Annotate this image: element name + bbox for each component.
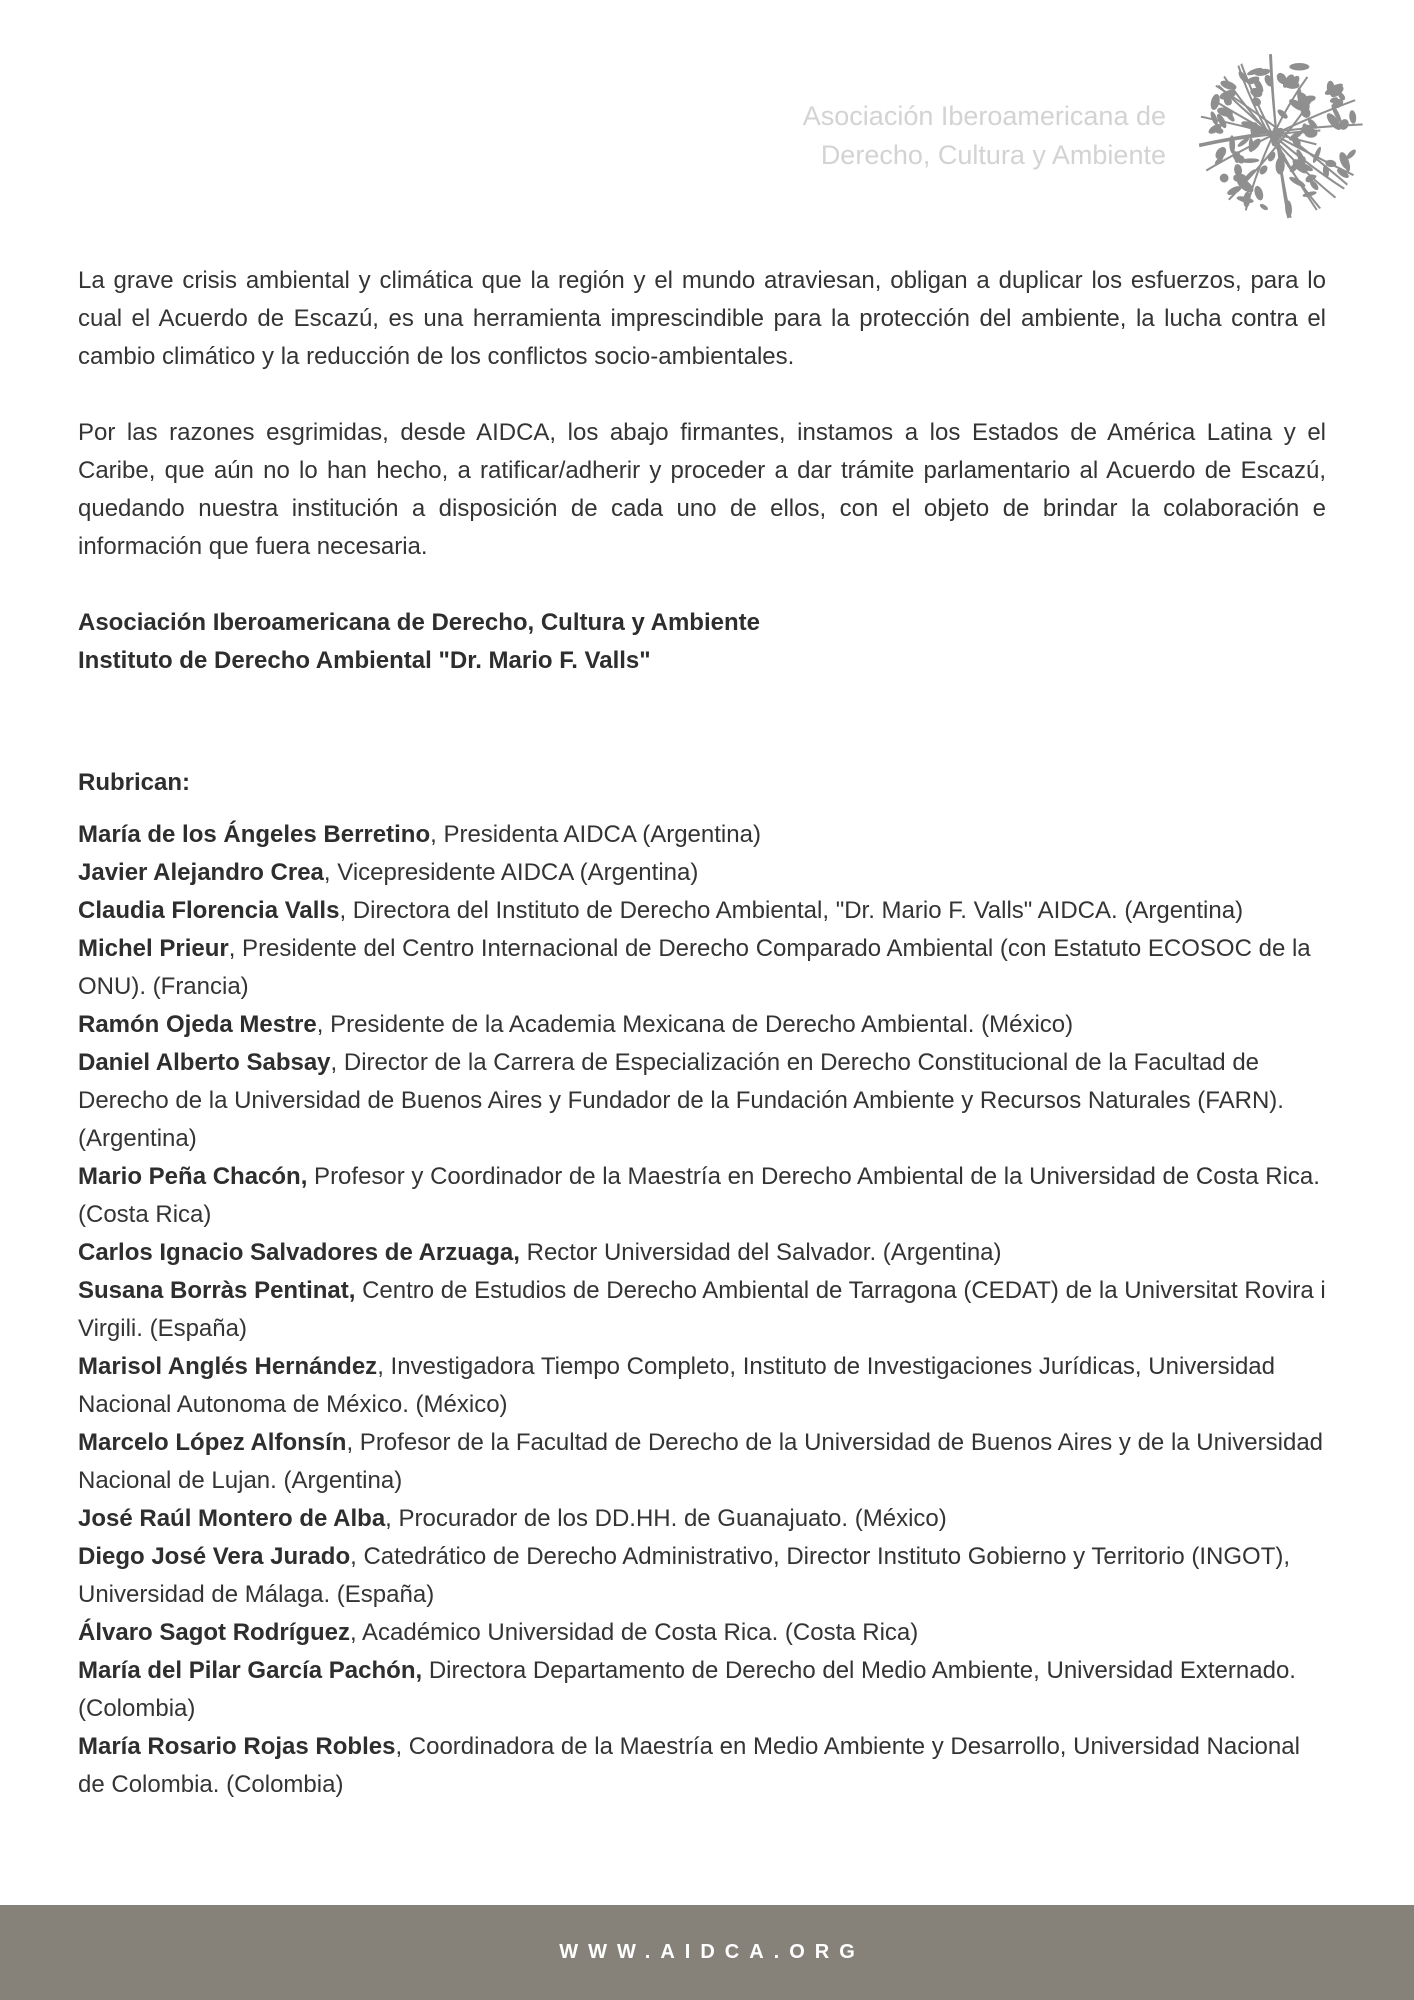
rubrican-label: Rubrican: [78,769,191,796]
org-name-line2: Derecho, Cultura y Ambiente [820,140,1166,170]
paragraph-crisis: La grave crisis ambiental y climática que la región y el mundo atraviesan, obligan a duplicar los esfuerzos, para lo cual el Acuerdo de Escazú, es una herramienta imprescindible para la protección del ambiente, la lucha contra el cambio climático y la reducción de los conflictos socio-ambientales. [78,267,1326,370]
signatory-role: Profesor y Coordinador de la Maestría en Derecho Ambiental de la Universidad de Costa Rica. (Costa Rica) [78,1163,1320,1228]
signatory-name: María del Pilar García Pachón, [78,1657,423,1684]
signatory-item [78,1044,1326,1158]
signatory-role: , Directora del Instituto de Derecho Ambiental, "Dr. Mario F. Valls" AIDCA. (Argentina) [339,897,1244,924]
signatory-role: , Presidenta AIDCA (Argentina) [430,821,761,848]
signatory-name: Michel Prieur [78,935,229,962]
signatory-role: , Presidente de la Academia Mexicana de Derecho Ambiental. (México) [316,1011,1074,1038]
signatory-role: , Investigadora Tiempo Completo, Instituto de Investigaciones Jurídicas, Universidad Nacional Autonoma de México. (México) [78,1353,1275,1418]
signature-institute-line: Instituto de Derecho Ambiental "Dr. Mario F. Valls" [78,647,651,674]
signatory-name: Claudia Florencia Valls [78,897,340,924]
signatory-role: , Vicepresidente AIDCA (Argentina) [323,859,699,886]
signatory-role: , Procurador de los DD.HH. de Guanajuato. (México) [385,1505,947,1532]
signatory-name: José Raúl Montero de Alba [78,1505,386,1532]
leaves-logo-icon [1196,51,1366,221]
signatory-name: Susana Borràs Pentinat, [78,1277,356,1304]
signatory-item [78,1614,1326,1652]
header [0,0,1414,222]
signature-org-line: Asociación Iberoamericana de Derecho, Cultura y Ambiente [78,609,760,636]
signatory-item [78,1158,1326,1234]
signatory-name: Ramón Ojeda Mestre [78,1011,317,1038]
signatory-role: , Catedrático de Derecho Administrativo, Director Instituto Gobierno y Territorio (INGOT), Universidad de Málaga. (España) [78,1543,1291,1608]
signatory-role: Rector Universidad del Salvador. (Argentina) [519,1239,1002,1266]
signatory-role: , Profesor de la Facultad de Derecho de la Universidad de Buenos Aires y de la Universidad Nacional de Lujan. (Argentina) [78,1429,1324,1494]
signatory-item [78,1006,1326,1044]
org-name-line1: Asociación Iberoamericana de [802,101,1166,131]
signatory-role: , Director de la Carrera de Especialización en Derecho Constitucional de la Facultad de Derecho de la Universidad de Buenos Aires y Fundador de la Fundación Ambiente y Recursos Naturales (FARN). (Argentina) [78,1049,1284,1152]
signatory-item [78,816,1326,854]
signatory-name: Marcelo López Alfonsín [78,1429,347,1456]
signatory-role: Centro de Estudios de Derecho Ambiental de Tarragona (CEDAT) de la Universitat Rovira i Virgili. (España) [78,1277,1326,1342]
signatory-role: , Coordinadora de la Maestría en Medio Ambiente y Desarrollo, Universidad Nacional de Colombia. (Colombia) [78,1733,1300,1798]
signatory-name: Marisol Anglés Hernández [78,1353,378,1380]
signatory-name: María Rosario Rojas Robles [78,1733,396,1760]
signatory-name: Álvaro Sagot Rodríguez [78,1619,351,1646]
footer-bar [0,1905,1414,2000]
main-content [0,222,1414,1804]
signatory-item [78,930,1326,1006]
signature-block [78,604,1326,680]
signatory-name: Carlos Ignacio Salvadores de Arzuaga, [78,1239,520,1266]
signatory-role: , Presidente del Centro Internacional de Derecho Comparado Ambiental (con Estatuto ECOSOC de la ONU). (Francia) [78,935,1311,1000]
signatory-name: Javier Alejandro Crea [78,859,324,886]
paragraph-call-to-action: Por las razones esgrimidas, desde AIDCA, los abajo firmantes, instamos a los Estados de América Latina y el Caribe, que aún no lo han hecho, a ratificar/adherir y proceder a dar trámite parlamentario al Acuerdo de Escazú, quedando nuestra institución a disposición de cada uno de ellos, con el objeto de brindar la colaboración e información que fuera necesaria. [78,419,1326,560]
signatory-name: Mario Peña Chacón, [78,1163,308,1190]
signatory-item [78,1538,1326,1614]
signatory-item [78,1348,1326,1424]
signatory-item [78,1234,1326,1272]
signatory-role: Directora Departamento de Derecho del Medio Ambiente, Universidad Externado. (Colombia) [78,1657,1296,1722]
signatory-name: María de los Ángeles Berretino [78,821,431,848]
signatory-item [78,1652,1326,1728]
website-url: WWW.AIDCA.ORG [559,1941,865,1963]
signatory-role: , Académico Universidad de Costa Rica. (Costa Rica) [350,1619,919,1646]
signatory-name: Daniel Alberto Sabsay [78,1049,331,1076]
signatory-item [78,892,1326,930]
signatories-list [78,816,1326,1804]
signatory-item [78,1272,1326,1348]
signatory-item [78,854,1326,892]
signatory-item [78,1728,1326,1804]
signatory-item [78,1500,1326,1538]
org-name [803,97,1166,175]
signatory-item [78,1424,1326,1500]
signatory-name: Diego José Vera Jurado [78,1543,351,1570]
